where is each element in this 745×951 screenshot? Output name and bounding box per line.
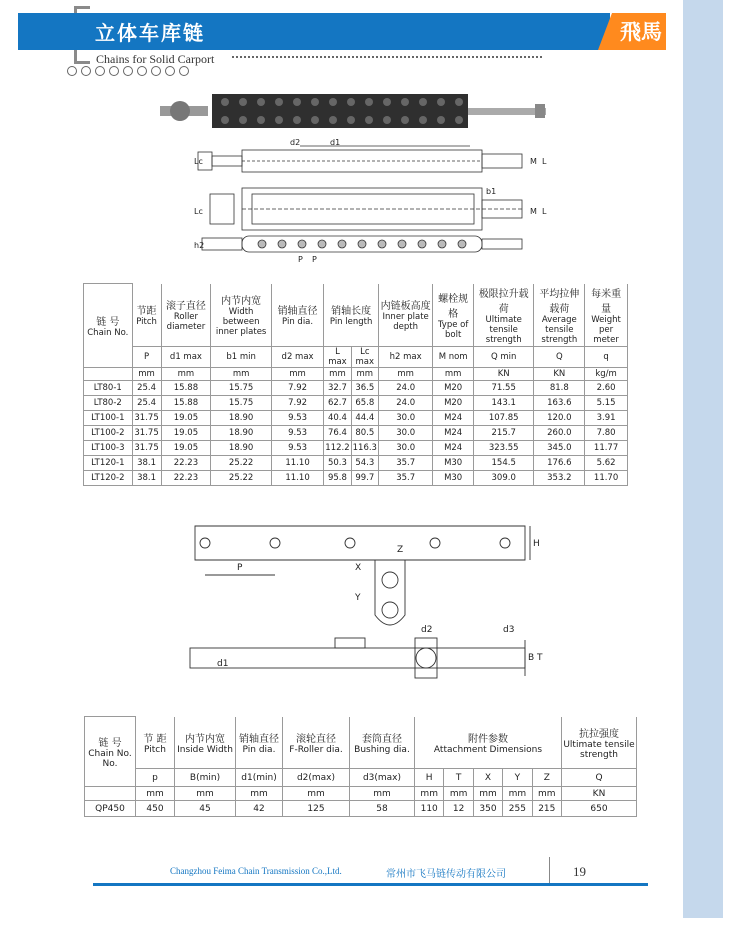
t1-body: [84, 381, 628, 486]
t1-cell: 120.0: [534, 411, 585, 426]
label-t: T: [537, 653, 543, 663]
label-lc-1: Lc: [194, 157, 203, 166]
t1-cell: 5.62: [585, 456, 628, 471]
t1-cell: 345.0: [534, 441, 585, 456]
t1-head-uts: 极限拉升载荷 Ultimate tensile strength: [473, 284, 534, 347]
t1-row: [84, 411, 628, 426]
label-m-1: M: [530, 157, 537, 166]
t1-cell: 30.0: [378, 426, 432, 441]
t1-cell: 35.7: [378, 471, 432, 486]
label-z: Z: [397, 545, 404, 555]
t1-cell: 50.3: [324, 456, 351, 471]
t1-cell: 112.2: [324, 441, 351, 456]
t1-cell: 7.92: [271, 381, 323, 396]
label-b: B: [528, 653, 535, 663]
t1-cell: 19.05: [161, 426, 211, 441]
t1-cell: LT100-1: [84, 411, 133, 426]
t1-cell: 107.85: [473, 411, 534, 426]
label-h: H: [533, 539, 540, 549]
page-number: 19: [573, 864, 586, 879]
label-l-2: L: [542, 207, 547, 216]
label-lc-2: Lc: [194, 207, 203, 216]
label-x: X: [355, 563, 362, 573]
label-p: P: [237, 563, 243, 573]
t2-head-chain: 链 号 Chain No. No.: [85, 717, 136, 787]
t1-cell: 71.55: [473, 381, 534, 396]
t1-cell: M20: [433, 381, 474, 396]
t1-cell: 38.1: [132, 456, 161, 471]
t1-cell: 11.10: [271, 471, 323, 486]
t1-cell: 18.90: [211, 411, 272, 426]
t1-cell: LT100-2: [84, 426, 133, 441]
decorative-circles: [67, 66, 189, 76]
t1-cell: 22.23: [161, 456, 211, 471]
label-d2-b: d2: [421, 625, 433, 635]
t1-cell: 15.88: [161, 396, 211, 411]
side-color-band: [683, 0, 723, 918]
chain-drawing-2: [185, 520, 545, 690]
t1-cell: 9.53: [271, 411, 323, 426]
t1-cell: M30: [433, 456, 474, 471]
top-view-1: [198, 146, 522, 172]
t2-head-uts: 抗拉强度 Ultimate tensile strength: [562, 717, 637, 769]
t1-cell: 353.2: [534, 471, 585, 486]
t1-head-chain: 链 号 Chain No.: [84, 284, 133, 368]
t1-cell: 31.75: [132, 441, 161, 456]
t1-cell: 309.0: [473, 471, 534, 486]
t1-cell: 25.22: [211, 456, 272, 471]
t1-cell: 25.22: [211, 471, 272, 486]
t1-cell: 9.53: [271, 426, 323, 441]
spec-table-1: [83, 283, 628, 486]
brand-logo: 飛馬: [620, 19, 662, 44]
t1-row: [84, 441, 628, 456]
t1-row: [84, 396, 628, 411]
t1-cell: 15.75: [211, 396, 272, 411]
t2-symbol-row: p B(min) d1(min) d2(max) d3(max) H T X Y Z Q: [85, 769, 637, 787]
t1-row: [84, 471, 628, 486]
label-l-1: L: [542, 157, 547, 166]
t1-head-ats: 平均拉伸载荷 Average tensile strength: [534, 284, 585, 347]
t1-cell: 15.75: [211, 381, 272, 396]
t1-cell: 80.5: [351, 426, 378, 441]
footer-company-en: Changzhou Feima Chain Transmission Co.,Ltd.: [170, 866, 342, 876]
attachment-bracket: [375, 560, 405, 625]
t1-cell: M24: [433, 441, 474, 456]
page-subtitle: Chains for Solid Carport: [96, 52, 215, 66]
chain-drawing-1: [150, 90, 570, 270]
label-b1: b1: [486, 187, 497, 196]
t1-cell: 32.7: [324, 381, 351, 396]
page-title: 立体车库链: [95, 21, 205, 45]
drawing-1-labels: [194, 138, 547, 264]
t1-cell: 7.92: [271, 396, 323, 411]
t1-cell: 31.75: [132, 411, 161, 426]
t2-head-pitch: 节 距 Pitch: [136, 717, 175, 769]
t2-head-attachment: 附件参数 Attachment Dimensions: [415, 717, 562, 769]
attachment-top-plate: [195, 526, 525, 560]
label-p-2: P: [312, 255, 317, 264]
label-d1: d1: [330, 138, 341, 147]
t1-cell: 116.3: [351, 441, 378, 456]
t2-head-roller: 滚轮直径 F-Roller dia.: [283, 717, 350, 769]
t1-cell: 11.77: [585, 441, 628, 456]
t2-data-row: QP450 450 45 42 125 58 110 12 350 255 215 650: [85, 801, 637, 817]
t2-head-pin: 销轴直径 Pin dia.: [236, 717, 283, 769]
t1-cell: M20: [433, 396, 474, 411]
label-d3: d3: [503, 625, 515, 635]
t1-cell: 154.5: [473, 456, 534, 471]
t1-cell: 44.4: [351, 411, 378, 426]
t1-cell: 76.4: [324, 426, 351, 441]
label-m-2: M: [530, 207, 537, 216]
t1-cell: M30: [433, 471, 474, 486]
t1-cell: 5.15: [585, 396, 628, 411]
t1-unit-row: mm mm mm mm mm mm mm mm KN KN kg/m: [84, 368, 628, 381]
t1-cell: 40.4: [324, 411, 351, 426]
t1-cell: 143.1: [473, 396, 534, 411]
t1-cell: LT80-1: [84, 381, 133, 396]
t1-cell: LT80-2: [84, 396, 133, 411]
t1-head-pitch: 节距 Pitch: [132, 284, 161, 347]
chain-photo: [160, 94, 546, 128]
t1-cell: 30.0: [378, 411, 432, 426]
t1-cell: 99.7: [351, 471, 378, 486]
footer-rule: [93, 883, 648, 886]
t1-head-pin-len: 销轴长度 Pin length: [324, 284, 379, 347]
t1-cell: 24.0: [378, 381, 432, 396]
label-d1-b: d1: [217, 659, 229, 669]
t1-cell: 24.0: [378, 396, 432, 411]
t1-cell: M24: [433, 426, 474, 441]
t1-row: [84, 381, 628, 396]
t1-cell: LT120-1: [84, 456, 133, 471]
t1-cell: 25.4: [132, 396, 161, 411]
t1-cell: 323.55: [473, 441, 534, 456]
t1-head-roller: 滚子直径 Roller diameter: [161, 284, 211, 347]
t1-head-width: 内节内宽 Width between inner plates: [211, 284, 272, 347]
t1-cell: 163.6: [534, 396, 585, 411]
side-view: [202, 236, 522, 252]
t2-head-bush: 套筒直径 Bushing dia.: [350, 717, 415, 769]
t1-cell: 9.53: [271, 441, 323, 456]
t1-cell: 18.90: [211, 441, 272, 456]
t1-cell: 11.70: [585, 471, 628, 486]
t1-cell: 19.05: [161, 411, 211, 426]
t1-cell: 22.23: [161, 471, 211, 486]
t1-head-pin-dia: 销轴直径 Pin dia.: [271, 284, 323, 347]
t1-cell: 18.90: [211, 426, 272, 441]
t1-cell: M24: [433, 411, 474, 426]
t1-head-bolt: 螺栓规格 Type of bolt: [433, 284, 474, 347]
t1-cell: 95.8: [324, 471, 351, 486]
t1-cell: 15.88: [161, 381, 211, 396]
t1-head-weight: 每米重量 Weight per meter: [585, 284, 628, 347]
t1-cell: 11.10: [271, 456, 323, 471]
t1-row: [84, 456, 628, 471]
label-y: Y: [355, 593, 361, 603]
t1-head-depth: 内链板高度 Inner plate depth: [378, 284, 432, 347]
t1-cell: 2.60: [585, 381, 628, 396]
t1-cell: 54.3: [351, 456, 378, 471]
t1-cell: LT100-3: [84, 441, 133, 456]
top-view-2: [210, 188, 522, 230]
t1-cell: 3.91: [585, 411, 628, 426]
t2-unit-row: mm mm mm mm mm mm mm mm mm mm KN: [85, 787, 637, 801]
t1-cell: 36.5: [351, 381, 378, 396]
t1-cell: 215.7: [473, 426, 534, 441]
t1-cell: 260.0: [534, 426, 585, 441]
t1-cell: 7.80: [585, 426, 628, 441]
t1-cell: 35.7: [378, 456, 432, 471]
spec-table-2: [84, 716, 637, 817]
label-h2: h2: [194, 241, 205, 250]
t1-cell: LT120-2: [84, 471, 133, 486]
t1-cell: 38.1: [132, 471, 161, 486]
t1-cell: 19.05: [161, 441, 211, 456]
dotted-rule: [232, 56, 542, 58]
label-d2: d2: [290, 138, 301, 147]
t1-cell: 31.75: [132, 426, 161, 441]
t1-cell: 81.8: [534, 381, 585, 396]
t1-cell: 176.6: [534, 456, 585, 471]
label-p-1: P: [298, 255, 303, 264]
t1-cell: 25.4: [132, 381, 161, 396]
footer-divider: [549, 857, 550, 883]
footer-company-cn: 常州市飞马链传动有限公司: [386, 869, 506, 880]
t1-row: [84, 426, 628, 441]
t1-cell: 30.0: [378, 441, 432, 456]
t2-head-width: 内节内宽 Inside Width: [175, 717, 236, 769]
t1-cell: 65.8: [351, 396, 378, 411]
t1-cell: 62.7: [324, 396, 351, 411]
t1-symbol-row: P d1 max b1 min d2 max L max Lc max h2 max M nom Q min Q q: [84, 347, 628, 368]
